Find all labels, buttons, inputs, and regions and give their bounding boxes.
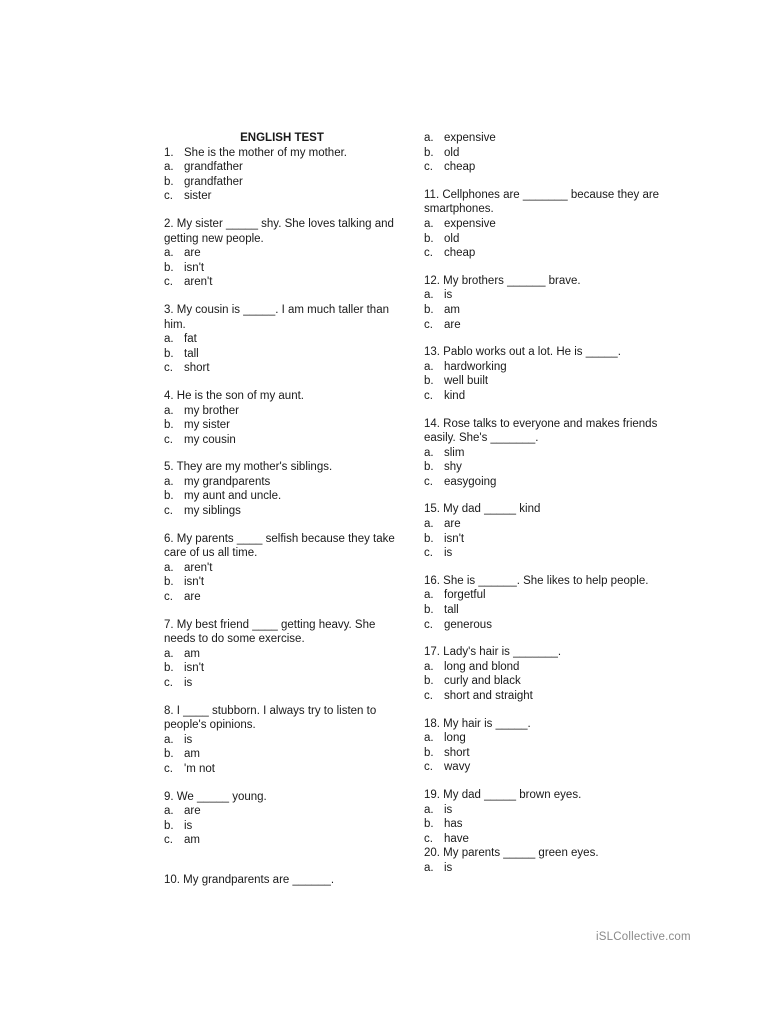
option-b: b. shy (424, 461, 462, 474)
option-b: b. well built (424, 375, 489, 388)
question-stem (164, 146, 400, 161)
question-13 (424, 345, 664, 403)
option-c: c. short and straight (424, 690, 533, 702)
question-stem: 16. She is ______. She likes to help people. (424, 574, 649, 587)
question-20 (424, 846, 664, 875)
question-stem: 4. He is the son of my aunt. (164, 389, 304, 402)
question-stem: 5. They are my mother's siblings. (164, 461, 333, 474)
option-b: b. has (424, 818, 463, 831)
option-c: c. sister (164, 190, 212, 203)
option-c: c. generous (424, 618, 492, 631)
option-a: a. expensive (424, 132, 496, 144)
option-c: c. 'm not (164, 762, 215, 775)
option-b: b. isn't (164, 576, 205, 589)
question-stem: 12. My brothers ______ brave. (424, 274, 581, 287)
question-16 (424, 574, 664, 632)
option-c: c. have (424, 832, 469, 845)
question-stem: 2. My sister _____ shy. She loves talking and getting new people. (164, 217, 394, 245)
question-7 (164, 618, 400, 691)
option-a: a. fat (164, 333, 197, 346)
option-c: c. is (424, 547, 453, 560)
question-stem: 3. My cousin is _____. I am much taller than him. (164, 303, 389, 331)
option-c: c. are (164, 591, 201, 604)
option-c: c. easygoing (424, 475, 497, 488)
option-a: a. slim (424, 446, 465, 459)
question-number: 1. (164, 146, 174, 159)
option-b: b. isn't (424, 532, 465, 545)
option-a: a. my brother (164, 404, 239, 417)
option-b: b. isn't (164, 662, 205, 675)
watermark: iSLCollective.com (596, 931, 691, 943)
option-a: a. long (424, 732, 466, 745)
option-a: a. hardworking (424, 360, 507, 373)
option-b: b. my sister (164, 419, 230, 432)
question-10-options (424, 131, 664, 175)
question-stem: 14. Rose talks to everyone and makes friends easily. She's _______. (424, 417, 658, 445)
option-a: a. grandfather (164, 161, 243, 174)
question-stem: 20. My parents _____ green eyes. (424, 847, 599, 860)
option-b: b. old (424, 232, 460, 245)
option-b: b. am (164, 748, 200, 761)
option-c: c. my siblings (164, 505, 241, 518)
option-a: a. are (164, 247, 201, 260)
question-stem: 15. My dad _____ kind (424, 503, 541, 516)
question-stem: 18. My hair is _____. (424, 717, 531, 730)
option-c: c. aren't (164, 276, 213, 289)
option-a: a. expensive (424, 217, 496, 230)
option-c: c. cheap (424, 161, 476, 174)
question-5 (164, 460, 400, 518)
question-19 (424, 788, 664, 846)
spacer (164, 861, 400, 873)
question-4 (164, 389, 400, 447)
question-stem: 9. We _____ young. (164, 790, 267, 803)
option-b: b. grandfather (164, 175, 243, 188)
option-b: b. curly and black (424, 675, 521, 688)
option-b: b. isn't (164, 261, 205, 274)
option-a: a. are (424, 518, 461, 531)
option-b: b. tall (424, 604, 459, 617)
question-stem: 11. Cellphones are _______ because they are smartphones. (424, 188, 660, 216)
option-a: a. my grandparents (164, 475, 271, 488)
option-b: b. short (424, 746, 470, 759)
question-12 (424, 274, 664, 332)
option-a: a. aren't (164, 561, 213, 574)
option-a: a. is (424, 803, 453, 816)
question-stem: 7. My best friend ____ getting heavy. She needs to do some exercise. (164, 618, 376, 646)
question-stem: 6. My parents ____ selfish because they take care of us all time. (164, 532, 395, 560)
question-10-stem: 10. My grandparents are ______. (164, 873, 335, 886)
question-stem: 19. My dad _____ brown eyes. (424, 788, 582, 801)
question-18 (424, 717, 664, 775)
question-9 (164, 790, 400, 848)
option-b: b. am (424, 303, 460, 316)
question-text: She is the mother of my mother. (184, 146, 347, 159)
question-17 (424, 645, 664, 703)
option-c: c. kind (424, 389, 466, 402)
option-a: a. forgetful (424, 589, 486, 602)
right-column (424, 131, 664, 876)
option-a: a. is (424, 289, 453, 302)
option-c: c. wavy (424, 761, 471, 774)
question-1 (164, 146, 400, 204)
option-a: a. long and blond (424, 660, 520, 673)
option-a: a. am (164, 647, 200, 660)
option-b: b. tall (164, 347, 199, 360)
left-column (164, 131, 400, 888)
question-stem: 8. I ____ stubborn. I always try to listen to people's opinions. (164, 704, 377, 732)
option-b: b. old (424, 146, 460, 159)
question-2 (164, 217, 400, 290)
option-b: b. my aunt and uncle. (164, 490, 282, 503)
question-14 (424, 417, 664, 490)
option-c: c. are (424, 318, 461, 331)
question-11 (424, 188, 664, 261)
test-title: ENGLISH TEST (240, 132, 324, 144)
question-6 (164, 532, 400, 605)
question-stem: 17. Lady's hair is _______. (424, 646, 562, 659)
question-stem: 13. Pablo works out a lot. He is _____. (424, 346, 621, 359)
question-15 (424, 502, 664, 560)
option-a: a. are (164, 805, 201, 818)
question-8 (164, 704, 400, 777)
option-c: c. cheap (424, 247, 476, 260)
option-a: a. is (424, 861, 453, 874)
option-c: c. is (164, 677, 193, 689)
question-3 (164, 303, 400, 376)
option-b: b. is (164, 819, 193, 832)
option-c: c. am (164, 834, 200, 847)
option-a: a. is (164, 733, 193, 746)
option-c: c. my cousin (164, 433, 236, 446)
option-c: c. short (164, 362, 210, 375)
